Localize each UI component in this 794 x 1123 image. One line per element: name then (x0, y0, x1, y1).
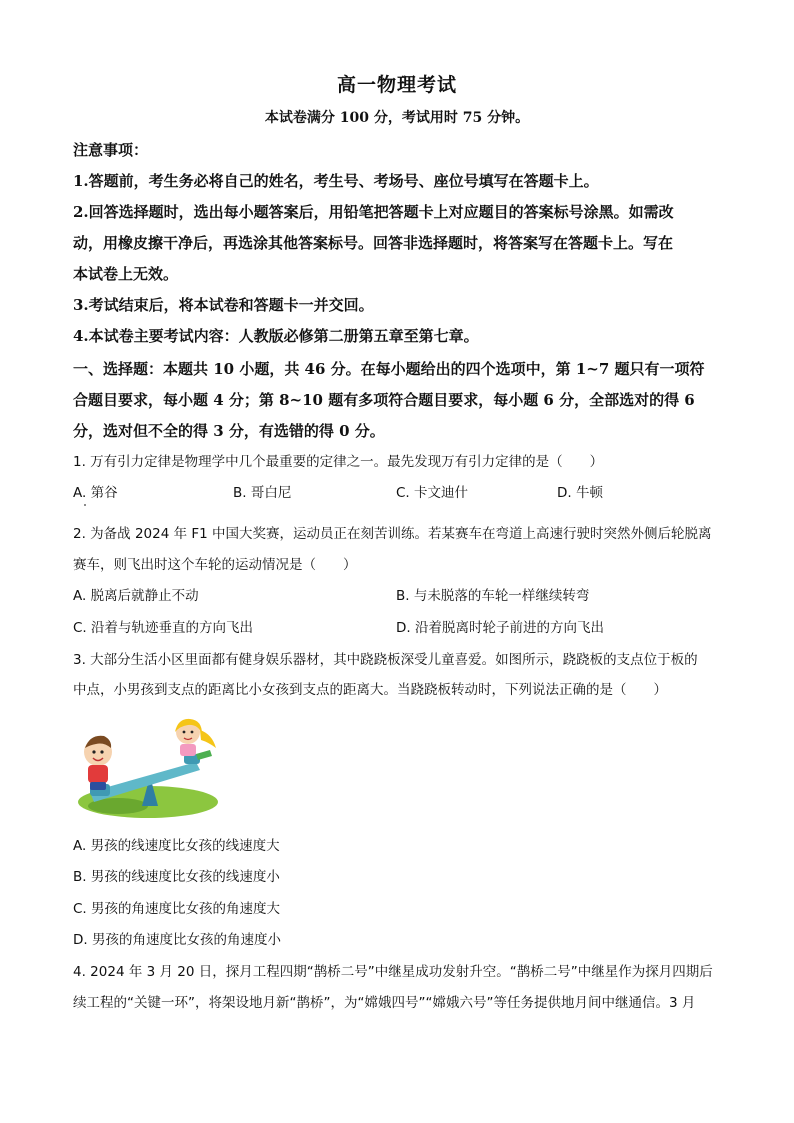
girl-ponytail (200, 730, 216, 748)
boy-pants (90, 782, 106, 790)
question-1-option-b: B. 哥白尼 (233, 485, 292, 501)
question-3-stem: 3. 大部分生活小区里面都有健身娱乐器材，其中跷跷板深受儿童喜爱。如图所示，跷跷板的支点位于板的 (73, 652, 698, 668)
notice-line: 本试卷上无效。 (73, 265, 179, 283)
question-2-option-a: A. 脱离后就静止不动 (73, 588, 199, 604)
question-3-option-b: B. 男孩的线速度比女孩的线速度小 (73, 869, 280, 885)
question-4-stem: 续工程的“关键一环”，将架设地月新“鹊桥”，为“嫦娥四号”“嫦娥六号”等任务提供地月间中继通信。3 月 (73, 995, 696, 1011)
stray-dot (84, 504, 86, 506)
girl-eye (183, 731, 186, 734)
question-2-option-d: D. 沿着脱离时轮子前进的方向飞出 (396, 620, 604, 636)
boy-eye (92, 750, 95, 753)
seesaw-illustration (76, 710, 226, 822)
question-1-option-a: A. 第谷 (73, 485, 118, 501)
notice-line: 动，用橡皮擦干净后，再选涂其他答案标号。回答非选择题时，将答案写在答题卡上。写在 (73, 234, 674, 252)
notice-line: 2.回答选择题时，选出每小题答案后，用铅笔把答题卡上对应题目的答案标号涂黑。如需改 (73, 203, 674, 221)
girl-dress (180, 744, 196, 756)
question-2-stem: 赛车，则飞出时这个车轮的运动情况是（ ） (73, 557, 357, 573)
section-instruction: 一、选择题：本题共 10 小题，共 46 分。在每小题给出的四个选项中，第 1~7 题只有一项符 (73, 360, 705, 378)
boy-shirt (88, 765, 108, 783)
question-1-option-d: D. 牛顿 (557, 485, 603, 501)
question-3-option-c: C. 男孩的角速度比女孩的角速度大 (73, 901, 281, 917)
notice-line: 1.答题前，考生务必将自己的姓名，考生号、考场号、座位号填写在答题卡上。 (73, 172, 599, 190)
question-1-option-c: C. 卡文迪什 (396, 485, 469, 501)
question-2-option-b: B. 与未脱落的车轮一样继续转弯 (396, 588, 590, 604)
section-instruction: 合题目要求，每小题 4 分；第 8~10 题有多项符合题目要求，每小题 6 分，全部选对的得 6 (73, 391, 695, 409)
girl-eye (191, 731, 194, 734)
notice-line: 4.本试卷主要考试内容：人教版必修第二册第五章至第七章。 (73, 327, 479, 345)
boy-eye (100, 750, 103, 753)
section-instruction: 分，选对但不全的得 3 分，有选错的得 0 分。 (73, 422, 385, 440)
question-3-stem: 中点，小男孩到支点的距离比小女孩到支点的距离大。当跷跷板转动时，下列说法正确的是（ ） (73, 682, 667, 698)
notice-line: 3.考试结束后，将本试卷和答题卡一并交回。 (73, 296, 374, 314)
question-3-option-a: A. 男孩的线速度比女孩的线速度大 (73, 838, 280, 854)
question-1-stem: 1. 万有引力定律是物理学中几个最重要的定律之一。最先发现万有引力定律的是（ ） (73, 454, 604, 470)
question-4-stem: 4. 2024 年 3 月 20 日，探月工程四期“鹊桥二号”中继星成功发射升空。“鹊桥二号”中继星作为探月四期后 (73, 964, 713, 980)
girl-leg (196, 750, 212, 760)
notice-heading: 注意事项： (73, 141, 149, 159)
page-subtitle: 本试卷满分 100 分，考试用时 75 分钟。 (264, 110, 530, 126)
question-3-option-d: D. 男孩的角速度比女孩的角速度小 (73, 932, 281, 948)
page-title: 高一物理考试 (336, 74, 457, 96)
question-2-stem: 2. 为备战 2024 年 F1 中国大奖赛，运动员正在刻苦训练。若某赛车在弯道上高速行驶时突然外侧后轮脱离 (73, 526, 712, 542)
question-2-option-c: C. 沿着与轨迹垂直的方向飞出 (73, 620, 254, 636)
